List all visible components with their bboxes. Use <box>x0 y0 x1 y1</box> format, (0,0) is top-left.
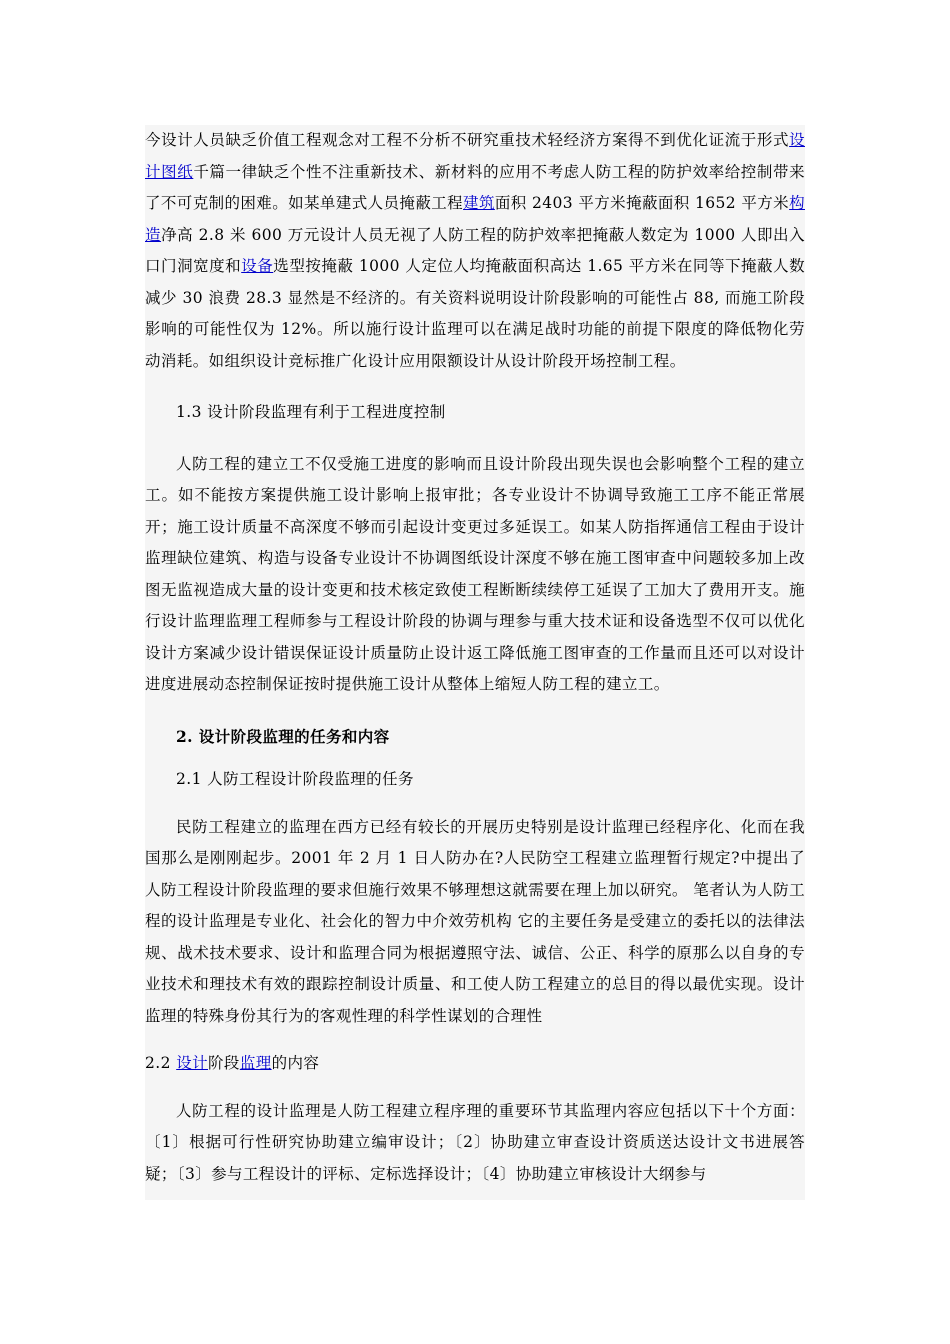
text-run: 的内容 <box>271 1054 320 1072</box>
section-heading-2: 2. 设计阶段监理的任务和内容 <box>176 726 390 746</box>
paragraph-supervision-tasks: 民防工程建立的监理在西方已经有较长的开展历史特别是设计监理已经程序化、化而在我国那么是刚刚起步。2001 年 2 月 1 日人防办在?人民防空工程建立监理暂行规定?中提出了人防工程设计阶段监理的要求但施行效果不够理想这就需要在理上加以研究。 笔者认为人防工程的设计监理是专业化、社会化的智力中介效劳机构 它的主要任务是受建立的委托以的法律法规、战术技术要求、设计和监理合同为根据遵照守法、诚信、公正、科学的原那么以自身的专业技术和理技术有效的跟踪控制设计质量、和工使人防工程建立的总目的得以最优实现。设计监理的特殊身份其行为的客观性理的科学性谋划的合理性 <box>145 817 805 1025</box>
spacer <box>145 701 805 721</box>
link-design[interactable]: 设计 <box>176 1054 208 1072</box>
spacer <box>145 377 805 397</box>
link-equipment[interactable]: 设备 <box>241 257 274 275</box>
section-heading-2-1: 2.1 人防工程设计阶段监理的任务 <box>176 770 414 788</box>
text-run: 阶段 <box>208 1054 240 1072</box>
section-heading-2-2 <box>145 1048 805 1080</box>
spacer <box>145 796 805 812</box>
paragraph-schedule-control: 人防工程的建立工不仅受施工进度的影响而且设计阶段出现失误也会影响整个工程的建立工。如不能按方案提供施工设计影响上报审批；各专业设计不协调导致施工工序不能正常展开；施工设计质量不高深度不够而引起设计变更过多延误工。如某人防指挥通信工程由于设计监理缺位建筑、构造与设备专业设计不协调图纸设计深度不够在施工图审查中问题较多加上改图无监视造成大量的设计变更和技术核定致使工程断断续续停工延误了工加大了费用开支。施行设计监理监理工程师参与工程设计阶段的协调与理参与重大技术证和设备选型不仅可以优化设计方案减少设计错误保证设计质量防止设计返工降低施工图审查的工作量而且还可以对设计进度进展动态控制保证按时提供施工设计从整体上缩短人防工程的建立工。 <box>145 454 805 693</box>
link-building[interactable]: 建筑 <box>463 194 495 212</box>
link-structure[interactable]: 构造 <box>145 194 805 244</box>
article-body <box>145 125 805 1200</box>
text-run: 千篇一律缺乏个性不注重新技术、新材料的应用不考虑人防工程的防护效率给控制带来了不可克制的困难。如某单建式人员掩蔽工程 <box>145 162 805 212</box>
spacer <box>145 1032 805 1048</box>
link-design-drawings[interactable]: 设计图纸 <box>145 131 805 181</box>
section-heading-1-3: 1.3 设计阶段监理有利于工程进度控制 <box>176 403 446 421</box>
link-supervision[interactable]: 监理 <box>239 1054 272 1072</box>
paragraph-supervision-content: 人防工程的设计监理是人防工程建立程序理的重要环节其监理内容应包括以下十个方面：〔1〕根据可行性研究协助建立编审设计；〔2〕协助建立审查设计资质送达设计文书进展答疑；〔3〕参与工程设计的评标、定标选择设计；〔4〕协助建立审核设计大纲参与 <box>145 1101 805 1183</box>
spacer <box>145 1080 805 1096</box>
text-run: 面积 2403 平方米掩蔽面积 1652 平方米 <box>494 194 790 212</box>
spacer <box>145 429 805 449</box>
text-run: 选型按掩蔽 1000 人定位人均掩蔽面积高达 1.65 平方米在同等下掩蔽人数减少 30 浪费 28.3 显然是不经济的。有关资料说明设计阶段影响的可能性占 88, 而施工阶段影响的可能性仅为 12%。所以施行设计监理可以在满足战时功能的前提下限度的降低物化劳动消耗。如组织设计竞标推广化设计应用限额设计从设计阶段开场控制工程。 <box>145 257 805 370</box>
text-run: 净高 2.8 米 600 万元设计人员无视了人防工程的防护效率把掩蔽人数定为 1000 人即出入口门洞宽度和 <box>145 225 805 275</box>
spacer <box>145 752 805 764</box>
paragraph-cost-control <box>145 125 805 377</box>
text-run: 2.2 <box>145 1054 177 1072</box>
text-run: 今设计人员缺乏价值工程观念对工程不分析不研究重技术轻经济方案得不到优化证流于形式 <box>145 131 790 149</box>
